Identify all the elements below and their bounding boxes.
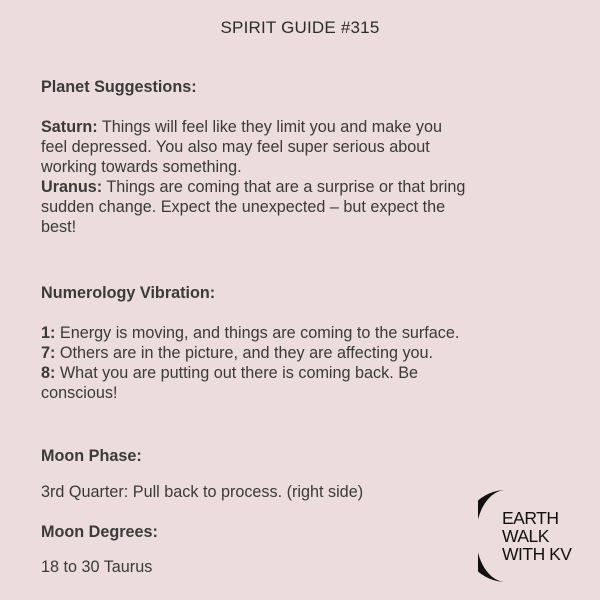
logo-text xyxy=(502,509,571,563)
numerology-label: 8: xyxy=(41,364,56,382)
numerology-text: conscious! xyxy=(41,384,118,402)
planet-text: feel depressed. You also may feel super serious about xyxy=(41,138,430,156)
numerology-section xyxy=(41,283,561,403)
planet-item-saturn xyxy=(41,117,561,177)
planet-suggestions-section xyxy=(41,77,561,237)
planet-suggestions-heading: Planet Suggestions: xyxy=(41,78,197,96)
numerology-label: 1: xyxy=(41,324,56,342)
planet-text: Things are coming that are a surprise or that bring xyxy=(102,178,466,196)
moon-phase-text: 3rd Quarter: Pull back to process. (right side) xyxy=(41,483,364,501)
planet-label: Saturn: xyxy=(41,118,98,136)
numerology-text: Energy is moving, and things are coming to the surface. xyxy=(55,324,460,342)
numerology-item-1 xyxy=(41,323,561,343)
planet-text: working towards something. xyxy=(41,158,242,176)
planet-label: Uranus: xyxy=(41,178,103,196)
numerology-item-8 xyxy=(41,363,561,403)
moon-degrees-text: 18 to 30 Taurus xyxy=(41,558,153,576)
logo-line: WITH KV xyxy=(502,544,572,564)
planet-item-uranus xyxy=(41,177,561,237)
logo-line: WALK xyxy=(502,526,549,546)
numerology-item-7 xyxy=(41,343,561,363)
numerology-heading: Numerology Vibration: xyxy=(41,284,216,302)
planet-text: Things will feel like they limit you and make you xyxy=(97,118,442,136)
numerology-text: Others are in the picture, and they are affecting you. xyxy=(55,344,434,362)
planet-text: best! xyxy=(41,218,77,236)
moon-phase-heading: Moon Phase: xyxy=(41,447,142,465)
numerology-label: 7: xyxy=(41,344,56,362)
planet-text: sudden change. Expect the unexpected – but expect the xyxy=(41,198,446,216)
logo-line: EARTH xyxy=(502,508,559,528)
earth-walk-logo xyxy=(478,488,588,584)
numerology-text: What you are putting out there is coming back. Be xyxy=(55,364,419,382)
page-title: SPIRIT GUIDE #315 xyxy=(220,18,380,37)
moon-degrees-heading: Moon Degrees: xyxy=(41,523,158,541)
